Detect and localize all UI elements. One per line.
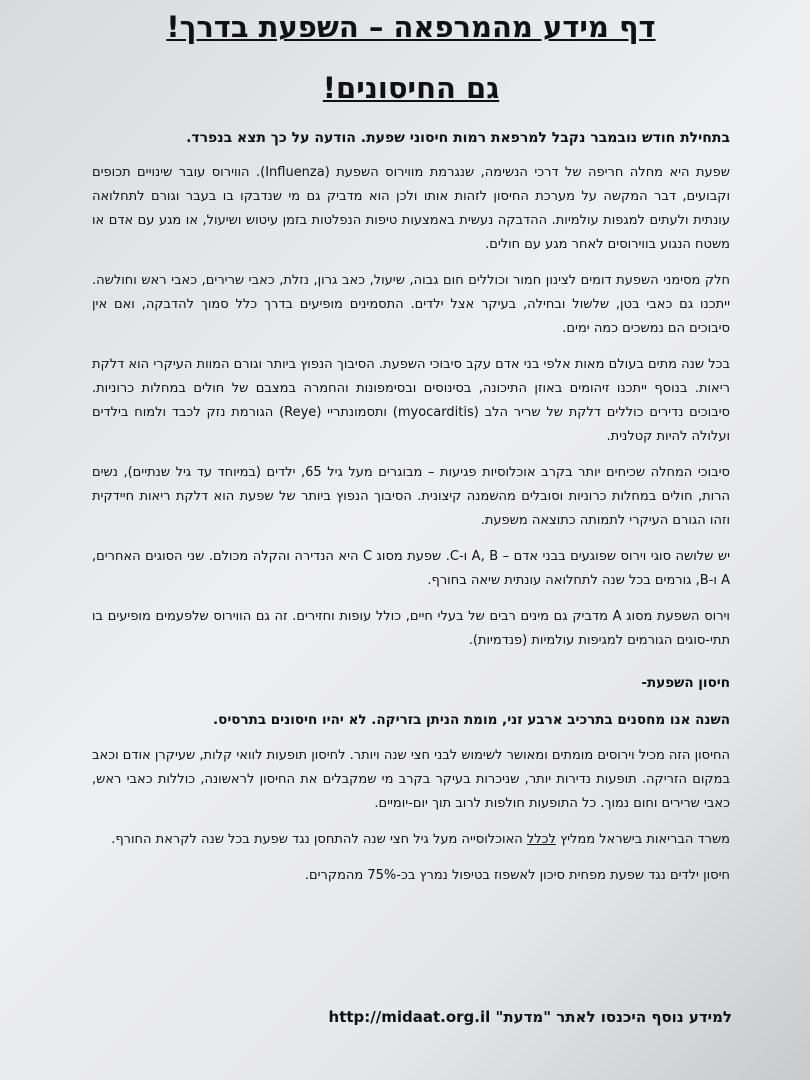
ministry-text-after: האוכלוסייה מעל גיל חצי שנה להתחסן נגד שפעת בכל שנה לקראת החורף. (111, 831, 527, 847)
paragraph-type-a: וירוס השפעת מסוג A מדביק גם מינים רבים של בעלי חיים, כולל עופות וחזירים. זה גם הווירוס שלפעמים מופיעים בו תתי-סוגים הגורמים למגיפות עולמיות (פנדמיות). (92, 608, 730, 648)
lead-announcement: בתחילת חודש נובמבר נקבל למרפאת רמות חיסוני שפעת. הודעה על כך תצא בנפרד. (186, 129, 730, 146)
paragraph-deaths: בכל שנה מתים בעולם מאות אלפי בני אדם עקב סיבוכי השפעת. הסיבוך הנפוץ ביותר וגורם המוות העיקרי הוא דלקת ריאות. בנוסף ייתכנו זיהומים באוזן התיכונה, בסינוסים ובסימפונות והחמרה במצבם של חולים במחלות כרוניות. סיבוכים נדירים כוללים דלקת של שריר הלב (myocarditis) ותסמונתריי (Reye) הגורמת נזק לכבד ולמוח בילדים ועלולה להיות קטלנית. (92, 356, 730, 444)
footer-more-info (329, 1008, 732, 1026)
footer-text: למידע נוסף היכנסו לאתר "מדעת" (495, 1008, 732, 1026)
paragraph-risk-groups: סיבוכי המחלה שכיחים יותר בקרב אוכלוסיות פגיעות – מבוגרים מעל גיל 65, ילדים (במיוחד עד גיל שנתיים), נשים הרות, חולים במחלות כרוניות וסובלים מהשמנה קיצונית. הסיבוך הנפוץ ביותר של שפעת הוא דלקת ריאות חיידקית וזהו הגורם העיקרי לתמותה כתוצאה משפעת. (92, 464, 730, 528)
page-subtitle: גם החיסונים! (322, 70, 500, 105)
paragraph-virus-types: יש שלושה סוגי וירוס שפוגעים בבני אדם – A, B ו-C. שפעת מסוג C היא הנדירה והקלה מכולם. שני הסוגים האחרים, A ו-B, גורמים בכל שנה לתחלואה עונתית שיאה בחורף. (92, 548, 730, 588)
paragraph-ministry-recommendation (92, 828, 730, 852)
paragraph-symptoms: חלק מסימני השפעת דומים לצינון חמור וכוללים חום גבוה, שיעול, כאב גרון, נזלת, כאבי שרירים, כאבי ראש וחולשה. ייתכנו גם כאבי בטן, שלשול ובחילה, בעיקר אצל ילדים. התסמינים מופיעים בדרך כלל סמוך להדבקה, ואם אין סיבוכים הם נמשכים כמה ימים. (92, 272, 730, 336)
ministry-text-underlined: לכלל (526, 831, 556, 847)
footer-url: http://midaat.org.il (328, 1008, 491, 1026)
paragraph-what-is-flu: שפעת היא מחלה חריפה של דרכי הנשימה, שנגרמת מווירוס השפעת (Influenza). הווירוס עובר שינויים תכופים וקבועים, דבר המקשה על מערכת החיסון לזהות אותו ולכן הוא מדביק גם מי שנדבקו בו בעבר וגורם לתחלואה עונתית ולעתים למגפות עולמיות. ההדבקה נעשית באמצעות טיפות הנפלטות בזמן עיטוש ושיעול, או מגע עם אדם או משטח הנגוע בווירוסים לאחר מגע עם חולים. (92, 164, 730, 252)
vaccine-announcement: השנה אנו מחסנים בתרכיב ארבע זני, מומת הניתן בזריקה. לא יהיו חיסונים בתרסיס. (213, 712, 730, 729)
ministry-text-before: משרד הבריאות בישראל ממליץ (555, 831, 730, 847)
paragraph-children-vaccine: חיסון ילדים נגד שפעת מפחית סיכון לאשפוז בטיפול נמרץ בכ-75% מהמקרים. (304, 867, 730, 883)
page-title: דף מידע מהמרפאה – השפעת בדרך! (166, 10, 656, 44)
paragraph-vaccine-details: החיסון הזה מכיל וירוסים מומתים ומאושר לשימוש לבני חצי שנה ויותר. לחיסון תופעות לוואי קלות, שעיקרן אודם וכאב במקום הזריקה. תופעות נדירות יותר, שניכרות בעיקר בקרב מי שמקבלים את החיסון לראשונה, כוללות כאבי ראש, כאבי שרירים וחום נמוך. כל התופעות חולפות לרוב תוך יום-יומיים. (92, 747, 730, 811)
vaccine-heading: חיסון השפעת- (641, 674, 730, 691)
